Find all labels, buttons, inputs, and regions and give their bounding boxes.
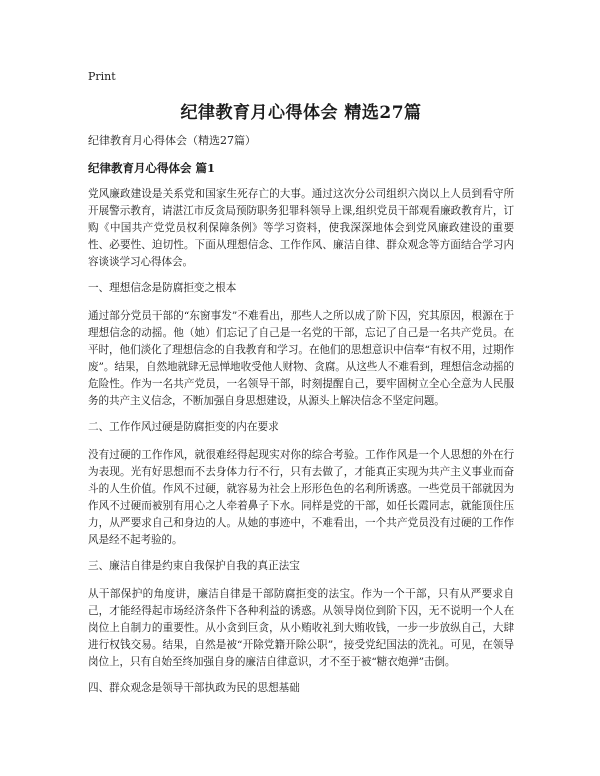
heading-masses: 四、群众观念是领导干部执政为民的思想基础 (88, 682, 300, 694)
paragraph-ideals: 通过部分党员干部的“东窗事发”不难看出，那些人之所以成了阶下囚，究其原因，根源在于理想信念的动摇。他（她）们忘记了自己是一名党的干部，忘记了自己是一名共产党员。在平时，他们淡化了理想信念的自我教育和学习。在他们的思想意识中信奉“有权不用，过期作废”。结果，自然地就肆无忌惮地收受他人财物、贪腐。从这些人不难看到，理想信念动摇的危险性。作为一名共产党员，一名领导干部，时刻提醒自己，要牢固树立全心全意为人民服务的共产主义信念，不断加强自身思想建设，从源头上解决信念不坚定问题。 (88, 310, 514, 407)
article-body (88, 186, 514, 708)
heading-self-discipline: 三、廉洁自律是约束自我保护自我的真正法宝 (88, 560, 300, 572)
paragraph-work-style: 没有过硬的工作作风，就很难经得起现实对你的综合考验。工作作风是一个人思想的外在行为表现。光有好思想而不去身体力行不行，只有去做了，才能真正实现为共产主义事业而奋斗的人生价值。作风不过硬，就容易为社会上形形色色的名利所诱惑。一些党员干部就因为作风不过硬而被别有用心之人牵着鼻子下水。同样是党的干部，如任长霞同志，就能顶住压力，从严要求自己和身边的人。从她的事迹中，不难看出，一个共产党员没有过硬的工作作风是经不起考验的。 (88, 449, 514, 546)
print-link[interactable]: Print (88, 70, 116, 83)
heading-work-style: 二、工作作风过硬是防腐拒变的内在要求 (88, 421, 279, 433)
heading-ideals: 一、理想信念是防腐拒变之根本 (88, 282, 237, 294)
document-subtitle: 纪律教育月心得体会（精选27篇） (88, 134, 256, 147)
document-title: 纪律教育月心得体会 精选27篇 (180, 103, 422, 123)
paragraph-self-discipline: 从干部保护的角度讲，廉洁自律是干部防腐拒变的法宝。作为一个干部，只有从严要求自己，才能经得起市场经济条件下各种利益的诱惑。从领导岗位到阶下囚，无不说明一个人在岗位上自制力的重要性。从小贪到巨贪，从小贿收礼到大贿收钱，一步一步放纵自己，大肆进行权钱交易。结果，自然是被“开除党籍开除公职”，接受党纪国法的洗礼。可见，在领导岗位上，只有自始至终加强自身的廉洁自律意识，才不至于被“糖衣炮弹”击倒。 (88, 588, 514, 668)
intro-paragraph: 党风廉政建设是关系党和国家生死存亡的大事。通过这次分公司组织六岗以上人员到看守所开展警示教育，请湛江市反贪局预防职务犯罪科领导上课,组织党员干部观看廉政教育片，订购《中国共产党党员权利保障条例》等学习资料，使我深深地体会到党风廉政建设的重要性、必要性、迫切性。下面从理想信念、工作作风、廉洁自律、群众观念等方面结合学习内容谈谈学习心得体会。 (88, 188, 514, 268)
section-title: 纪律教育月心得体会 篇1 (88, 161, 216, 175)
